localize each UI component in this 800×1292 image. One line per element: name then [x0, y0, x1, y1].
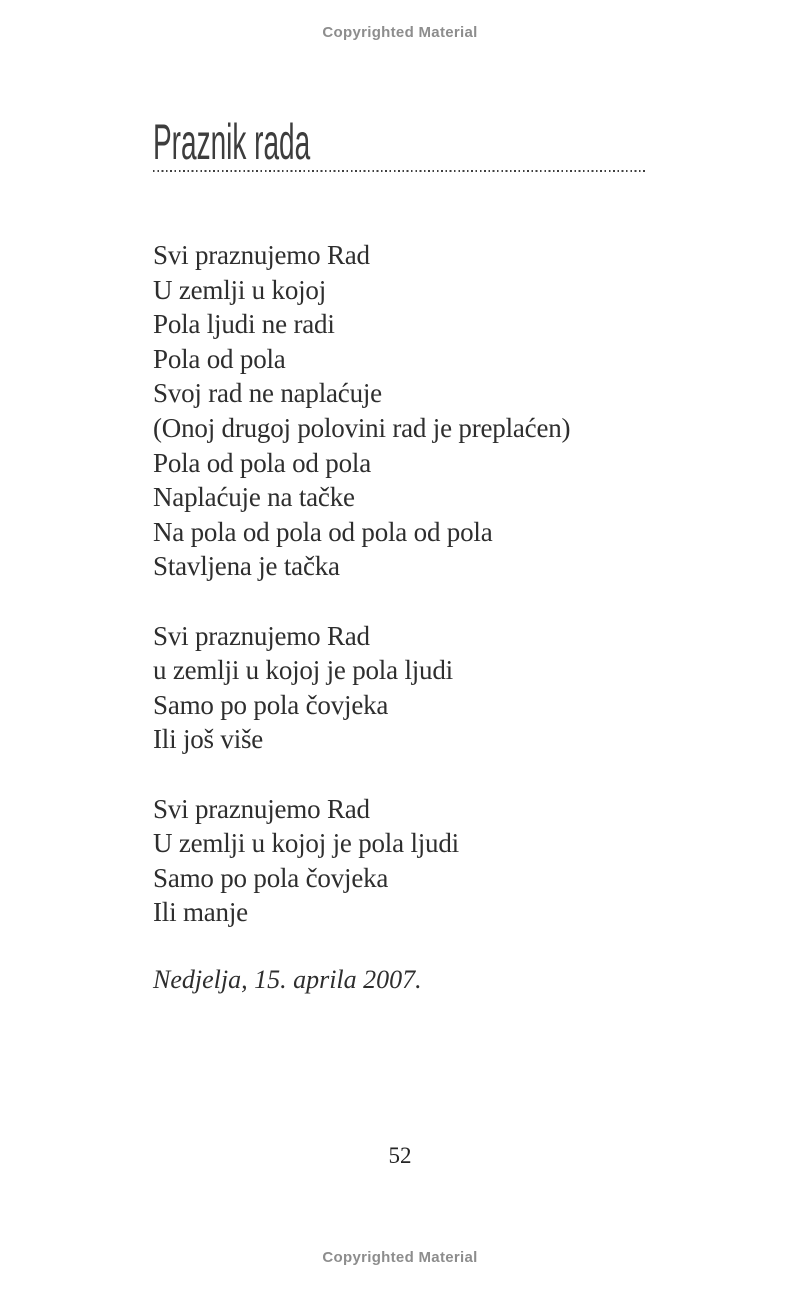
poem-line: Pola od pola [153, 343, 286, 374]
poem-line: Svoj rad ne naplaćuje [153, 378, 382, 409]
poem-line: U zemlji u kojoj je pola ljudi [153, 828, 459, 859]
page-number: 52 [388, 1143, 412, 1168]
dotted-rule [153, 170, 645, 172]
poem-line: Stavljena je tačka [153, 551, 340, 582]
poem-line: Ili još više [153, 724, 264, 755]
stanza [153, 619, 570, 757]
stanza [153, 792, 570, 930]
poem-line: Naplaćuje na tačke [153, 482, 355, 513]
poem-line: Pola od pola od pola [153, 447, 371, 478]
poem-line: Svi praznujemo Rad [153, 793, 370, 824]
poem-line: (Onoj drugoj polovini rad je preplaćen) [153, 412, 571, 443]
poem-line: Pola ljudi ne radi [153, 309, 335, 340]
poem-line: u zemlji u kojoj je pola ljudi [153, 655, 453, 686]
copyright-notice-top: Copyrighted Material [322, 24, 478, 41]
copyright-notice-bottom: Copyrighted Material [322, 1249, 478, 1266]
poem-line: Samo po pola čovjeka [153, 689, 389, 720]
poem-line: Svi praznujemo Rad [153, 240, 370, 270]
poem-line: Na pola od pola od pola od pola [153, 516, 493, 547]
poem-title: Praznik rada [153, 114, 311, 170]
poem-line: Samo po pola čovjeka [153, 862, 389, 893]
poem-stanzas [153, 238, 570, 964]
poem-line: Ili manje [153, 897, 248, 928]
poem-line: U zemlji u kojoj [153, 274, 327, 305]
poem-date: Nedjelja, 15. aprila 2007. [153, 965, 422, 994]
stanza [153, 238, 570, 584]
poem-line: Svi praznujemo Rad [153, 620, 370, 651]
